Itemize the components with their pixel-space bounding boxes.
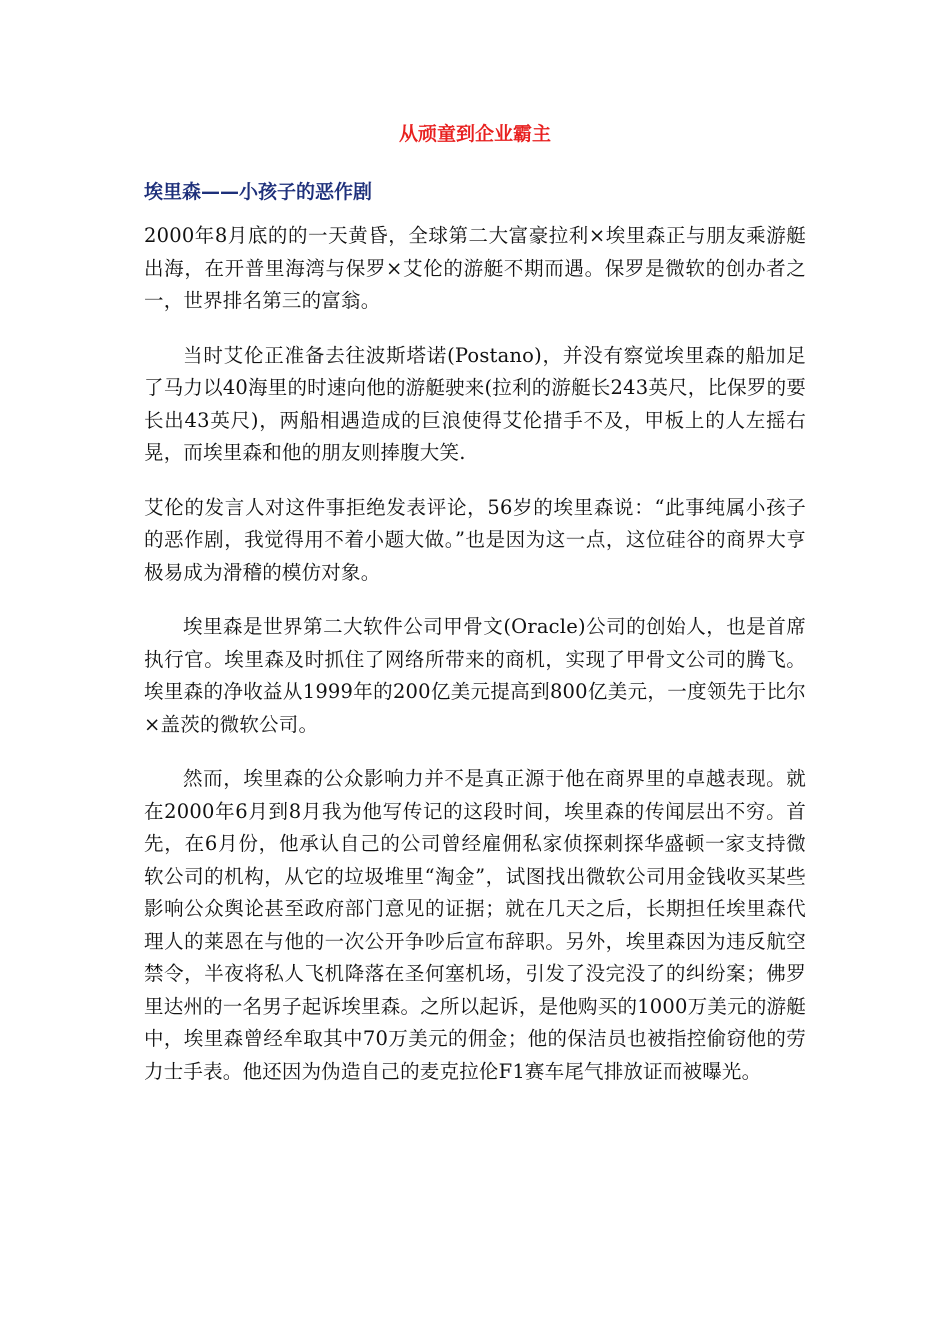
paragraph-5: 然而，埃里森的公众影响力并不是真正源于他在商界里的卓越表现。就在2000年6月到8月我为他写传记的这段时间，埃里森的传闻层出不穷。首先，在6月份，他承认自己的公司曾经雇佣私家侦探刺探华盛顿一家支持微软公司的机构，从它的垃圾堆里“淘金”，试图找出微软公司用金钱收买某些影响公众舆论甚至政府部门意见的证据；就在几天之后，长期担任埃里森代理人的莱恩在与他的一次公开争吵后宣布辞职。另外，埃里森因为违反航空禁令，半夜将私人飞机降落在圣何塞机场，引发了没完没了的纠纷案；佛罗里达州的一名男子起诉埃里森。之所以起诉，是他购买的1000万美元的游艇中，埃里森曾经牟取其中70万美元的佣金；他的保洁员也被指控偷窃他的劳力士手表。他还因为伪造自己的麦克拉伦F1赛车尾气排放证而被曝光。 bbox=[144, 767, 806, 1083]
document-title: 从顽童到企业霸主 bbox=[398, 123, 551, 145]
paragraph-3: 艾伦的发言人对这件事拒绝发表评论，56岁的埃里森说：“此事纯属小孩子的恶作剧，我觉得用不着小题大做。”也是因为这一点，这位硅谷的商界大亨极易成为滑稽的模仿对象。 bbox=[144, 495, 806, 584]
paragraph-4: 埃里森是世界第二大软件公司甲骨文(Oracle)公司的创始人，也是首席执行官。埃里森及时抓住了网络所带来的商机，实现了甲骨文公司的腾飞。埃里森的净收益从1999年的200亿美元提高到800亿美元，一度领先于比尔×盖茨的微软公司。 bbox=[144, 615, 806, 736]
document-page bbox=[144, 118, 806, 1110]
paragraph-1: 2000年8月底的的一天黄昏，全球第二大富豪拉利×埃里森正与朋友乘游艇出海，在开普里海湾与保罗×艾伦的游艇不期而遇。保罗是微软的创办者之一，世界排名第三的富翁。 bbox=[144, 224, 806, 312]
paragraph-2: 当时艾伦正准备去往波斯塔诺(Postano)，并没有察觉埃里森的船加足了马力以40海里的时速向他的游艇驶来(拉利的游艇长243英尺，比保罗的要长出43英尺)，两船相遇造成的巨浪使得艾伦措手不及，甲板上的人左摇右晃，而埃里森和他的朋友则捧腹大笑. bbox=[144, 343, 806, 464]
section-title: 埃里森——小孩子的恶作剧 bbox=[144, 181, 373, 203]
body-text bbox=[144, 220, 806, 1088]
